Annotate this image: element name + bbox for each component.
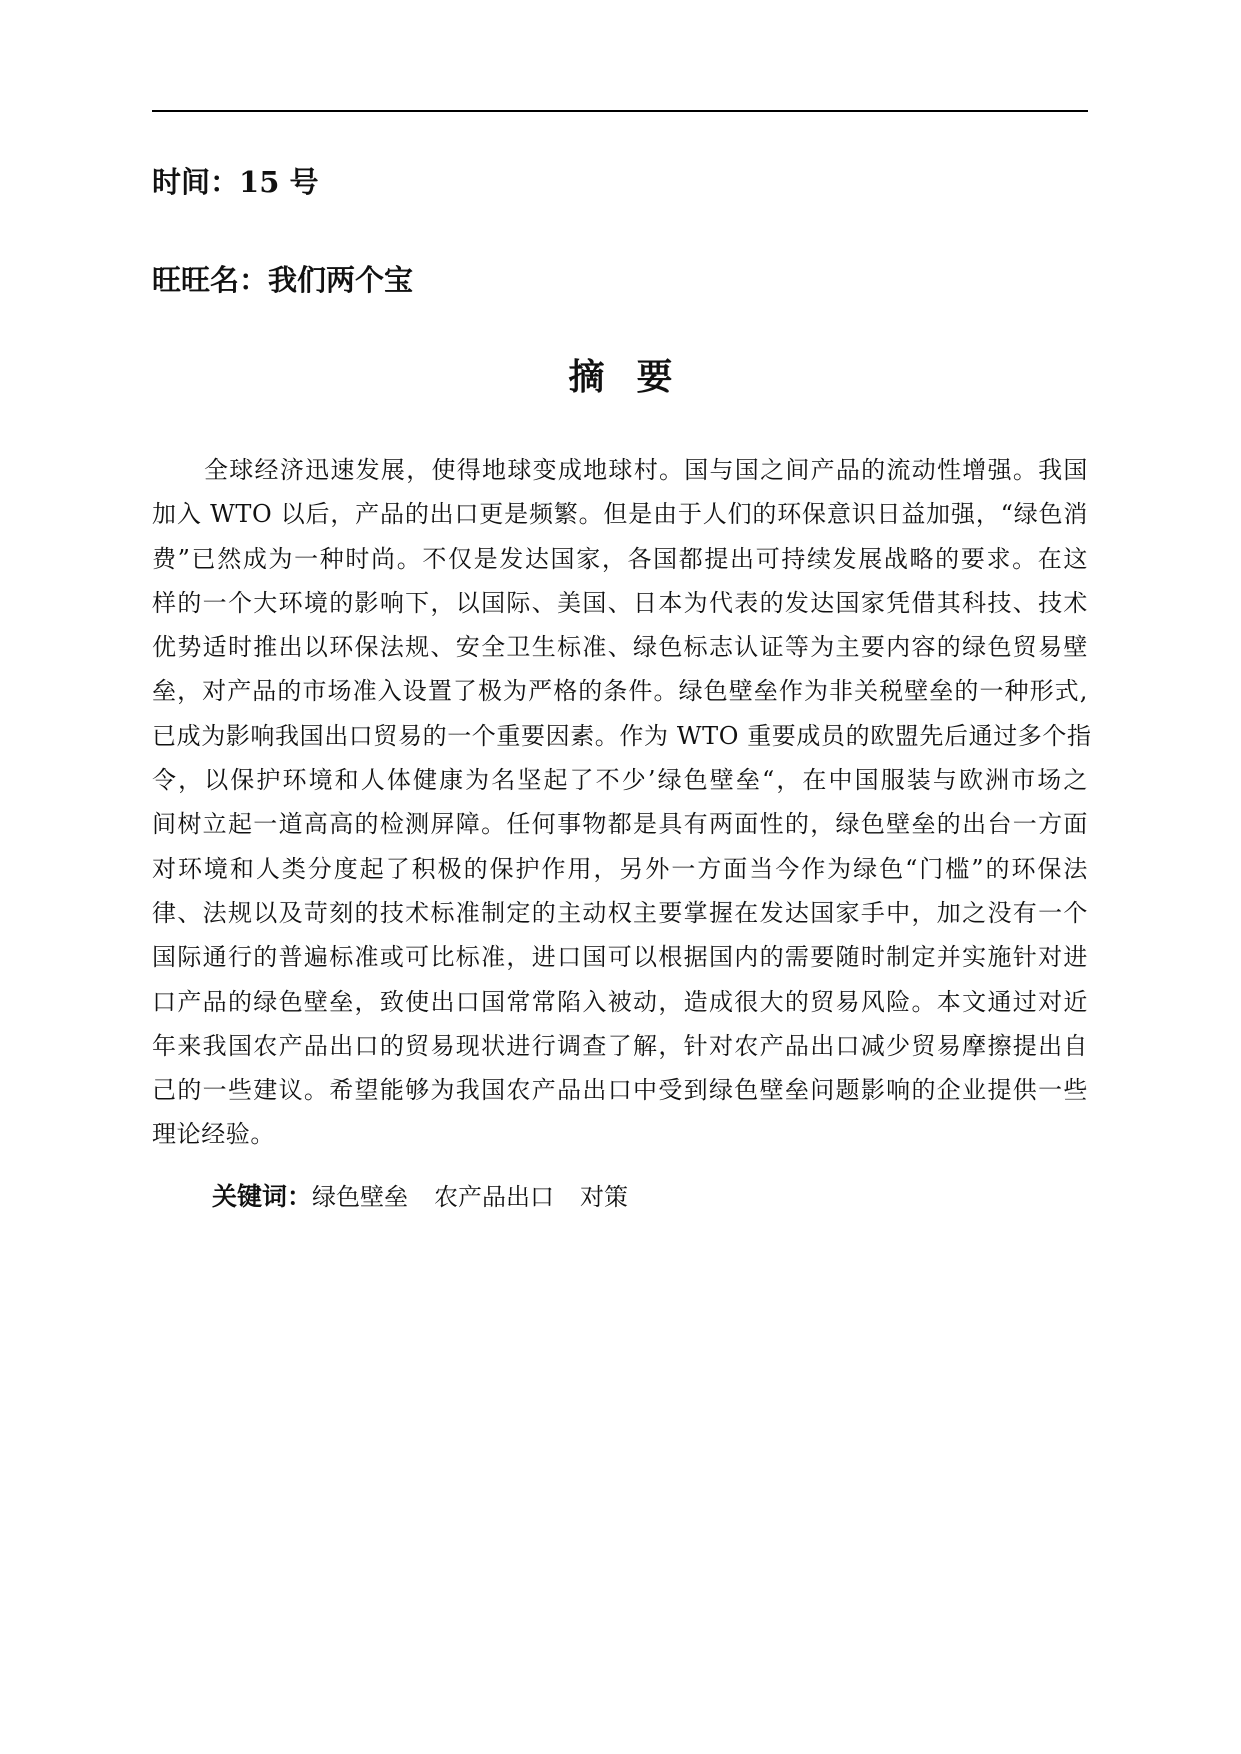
keyword-item: 绿色壁垒	[312, 1183, 409, 1211]
time-value: 15 号	[239, 165, 319, 199]
abstract-line: 令，以保护环境和人体健康为名坚起了不少’绿色壁垒“，在中国服装与欧洲市场之	[152, 766, 1088, 795]
header-rule	[152, 110, 1088, 112]
abstract-title: 摘要	[568, 357, 705, 398]
abstract-line: 已成为影响我国出口贸易的一个重要因素。作为 WTO 重要成员的欧盟先后通过多个指	[152, 721, 1092, 750]
wangwang-line	[152, 260, 413, 300]
wangwang-label: 旺旺名：	[152, 263, 269, 297]
abstract-line: 费”已然成为一种时尚。不仅是发达国家，各国都提出可持续发展战略的要求。在这	[152, 544, 1088, 573]
abstract-line: 加入 WTO 以后，产品的出口更是频繁。但是由于人们的环保意识日益加强，“绿色消	[152, 500, 1088, 529]
keyword-item: 农产品出口	[434, 1183, 555, 1211]
keywords-line	[212, 1177, 654, 1217]
abstract-line: 口产品的绿色壁垒，致使出口国常常陷入被动，造成很大的贸易风险。本文通过对近	[152, 987, 1088, 1016]
abstract-line: 全球经济迅速发展，使得地球变成地球村。国与国之间产品的流动性增强。我国	[204, 456, 1088, 484]
abstract-line: 理论经验。	[152, 1120, 275, 1149]
abstract-line: 对环境和人类分度起了积极的保护作用，另外一方面当今作为绿色“门槛”的环保法	[152, 854, 1088, 883]
abstract-line: 国际通行的普遍标准或可比标准，进口国可以根据国内的需要随时制定并实施针对进	[152, 943, 1088, 972]
abstract-line: 律、法规以及苛刻的技术标准制定的主动权主要掌握在发达国家手中，加之没有一个	[152, 898, 1088, 927]
abstract-line: 己的一些建议。希望能够为我国农产品出口中受到绿色壁垒问题影响的企业提供一些	[152, 1076, 1088, 1105]
abstract-line: 间树立起一道高高的检测屏障。任何事物都是具有两面性的，绿色壁垒的出台一方面	[152, 810, 1088, 839]
abstract-line: 年来我国农产品出口的贸易现状进行调查了解，针对农产品出口减少贸易摩擦提出自	[152, 1031, 1088, 1060]
abstract-line: 样的一个大环境的影响下，以国际、美国、日本为代表的发达国家凭借其科技、技术	[152, 588, 1088, 617]
keywords-label: 关键词：	[212, 1182, 313, 1211]
abstract-line: 垒，对产品的市场准入设置了极为严格的条件。绿色壁垒作为非关税壁垒的一种形式,	[152, 677, 1088, 706]
keyword-item: 对策	[580, 1183, 629, 1211]
abstract-body	[152, 448, 1092, 1157]
time-line	[152, 162, 318, 202]
abstract-line: 优势适时推出以环保法规、安全卫生标准、绿色标志认证等为主要内容的绿色贸易壁	[152, 633, 1088, 662]
wangwang-value: 我们两个宝	[268, 263, 414, 297]
time-label: 时间：	[152, 165, 240, 199]
